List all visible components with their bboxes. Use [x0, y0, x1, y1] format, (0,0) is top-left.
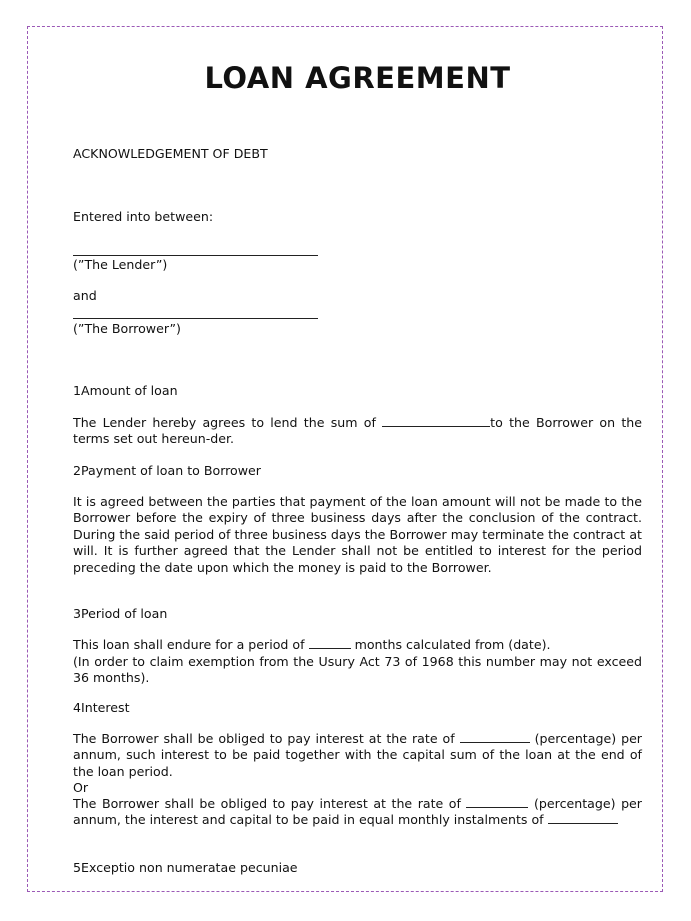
document-subtitle: ACKNOWLEDGEMENT OF DEBT	[73, 146, 268, 161]
section-4-heading: 4Interest	[73, 700, 130, 715]
section-4-or: Or	[73, 780, 89, 795]
and-text: and	[73, 288, 97, 303]
interest-rate-blank-1	[460, 731, 530, 743]
entered-into-text: Entered into between:	[73, 209, 214, 224]
document-title: LOAN AGREEMENT	[204, 61, 511, 95]
lender-label: (”The Lender”)	[73, 257, 168, 272]
section-1-heading: 1Amount of loan	[73, 383, 178, 398]
interest-rate-blank-2	[466, 796, 528, 808]
instalment-amount-blank	[548, 812, 618, 824]
section-2-heading: 2Payment of loan to Borrower	[73, 463, 261, 478]
section-4-text-2: The Borrower shall be obliged to pay interest at the rate of (percentage) per annum, the interest and capital to be paid in equal monthly instalments of	[73, 796, 642, 828]
section-4-text-1: The Borrower shall be obliged to pay interest at the rate of (percentage) per annum, such interest to be paid together with the capital sum of the loan at the end of the loan period.	[73, 731, 642, 779]
section-2-text: It is agreed between the parties that payment of the loan amount will not be made to the Borrower before the expiry of three business days after the conclusion of the contract. During the said period of three business days the Borrower may terminate the contract at will. It is further agreed that the Lender shall not be entitled to interest for the period preceding the date upon which the money is paid to the Borrower.	[73, 494, 642, 575]
lender-signature-line	[73, 255, 318, 256]
section-5-heading: 5Exceptio non numeratae pecuniae	[73, 860, 298, 875]
borrower-label: (”The Borrower”)	[73, 321, 181, 336]
section-3-text: This loan shall endure for a period of months calculated from (date).	[73, 637, 551, 652]
borrower-signature-line	[73, 318, 318, 319]
loan-period-blank	[309, 637, 351, 649]
section-3-note: (In order to claim exemption from the Usury Act 73 of 1968 this number may not exceed 36 months).	[73, 654, 642, 686]
section-3-heading: 3Period of loan	[73, 606, 168, 621]
section-1-text: The Lender hereby agrees to lend the sum of to the Borrower on the terms set out hereun-der.	[73, 415, 643, 447]
loan-amount-blank	[382, 415, 490, 427]
